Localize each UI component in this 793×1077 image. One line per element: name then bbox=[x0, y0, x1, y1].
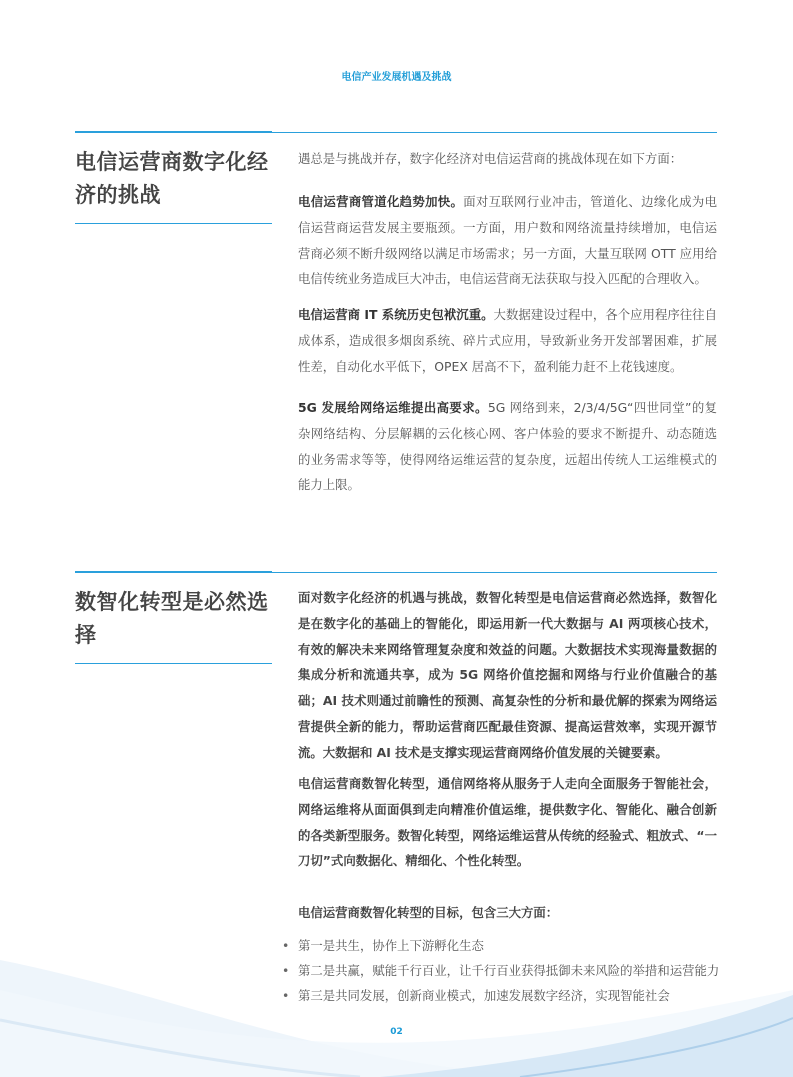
section2-title-underline bbox=[75, 663, 272, 664]
goals-heading: 电信运营商数智化转型的目标，包含三大方面： bbox=[298, 905, 559, 920]
goal-item: • 第三是共同发展，创新商业模式，加速发展数字经济，实现智能社会 bbox=[280, 983, 720, 1008]
section1-title: 电信运营商数字化经济的挑战 bbox=[75, 150, 269, 207]
goal-item: • 第二是共赢，赋能千行百业，让千行百业获得抵御未来风险的举措和运营能力 bbox=[280, 958, 720, 983]
section2-title-rule bbox=[75, 571, 272, 573]
section1-paragraph bbox=[298, 395, 717, 498]
section1-paragraph bbox=[298, 302, 717, 379]
section1-intro: 遇总是与挑战并存，数字化经济对电信运营商的挑战体现在如下方面： bbox=[298, 151, 683, 166]
section1-body-rule bbox=[272, 132, 717, 133]
paragraph-text: 大数据建设过程中，各个应用程序往往自成体系，造成很多烟囱系统、碎片式应用，导致新业务开发部署困难，扩展性差，自动化水平低下，OPEX 居高不下，盈利能力赶不上花钱速度。 bbox=[298, 307, 717, 374]
section1-paragraph bbox=[298, 189, 717, 292]
section2-paragraph: 电信运营商数智化转型，通信网络将从服务于人走向全面服务于智能社会，网络运维将从面面俱到走向精准价值运维，提供数字化、智能化、融合创新的各类新型服务。数智化转型，网络运维运营从传统的经验式、粗放式、“一刀切”式向数据化、精细化、个性化转型。 bbox=[298, 776, 717, 869]
goal-item: • 第一是共生，协作上下游孵化生态 bbox=[280, 933, 720, 958]
section2-paragraph: 面对数字化经济的机遇与挑战，数智化转型是电信运营商必然选择，数智化是在数字化的基础上的智能化，即运用新一代大数据与 AI 两项核心技术，有效的解决未来网络管理复杂度和效益的问题。大数据技术实现海量数据的集成分析和流通共享，成为 5G 网络价值挖掘和网络与行业价值融合的基础；AI 技术则通过前瞻性的预测、高复杂性的分析和最优解的探索为网络运营提供全新的能力，帮助运营商匹配最佳资源、提高运营效率，实现开源节流。大数据和 AI 技术是支撑实现运营商网络价值发展的关键要素。 bbox=[298, 590, 717, 760]
paragraph-lead: 电信运营商管道化趋势加快。 bbox=[298, 194, 464, 209]
goals-list bbox=[280, 933, 720, 1008]
paragraph-lead: 电信运营商 IT 系统历史包袱沉重。 bbox=[298, 307, 494, 322]
running-header: 电信产业发展机遇及挑战 bbox=[341, 72, 452, 83]
section1-title-rule bbox=[75, 131, 272, 133]
section2-title: 数智化转型是必然选择 bbox=[75, 590, 269, 647]
section1-title-underline bbox=[75, 223, 272, 224]
paragraph-text: 5G 网络到来，2/3/4/5G“四世同堂”的复杂网络结构、分层解耦的云化核心网、客户体验的要求不断提升、动态随选的业务需求等等，使得网络运维运营的复杂度，远超出传统人工运维模式的能力上限。 bbox=[298, 400, 718, 493]
paragraph-lead: 5G 发展给网络运维提出高要求。 bbox=[298, 400, 488, 415]
paragraph-text: 面对互联网行业冲击，管道化、边缘化成为电信运营商运营发展主要瓶颈。一方面，用户数和网络流量持续增加，电信运营商必须不断升级网络以满足市场需求；另一方面，大量互联网 OTT 应用给电信传统业务造成巨大冲击，电信运营商无法获取与投入匹配的合理收入。 bbox=[298, 194, 718, 287]
section2-body-rule bbox=[272, 572, 717, 573]
page-number: 02 bbox=[390, 1027, 403, 1037]
